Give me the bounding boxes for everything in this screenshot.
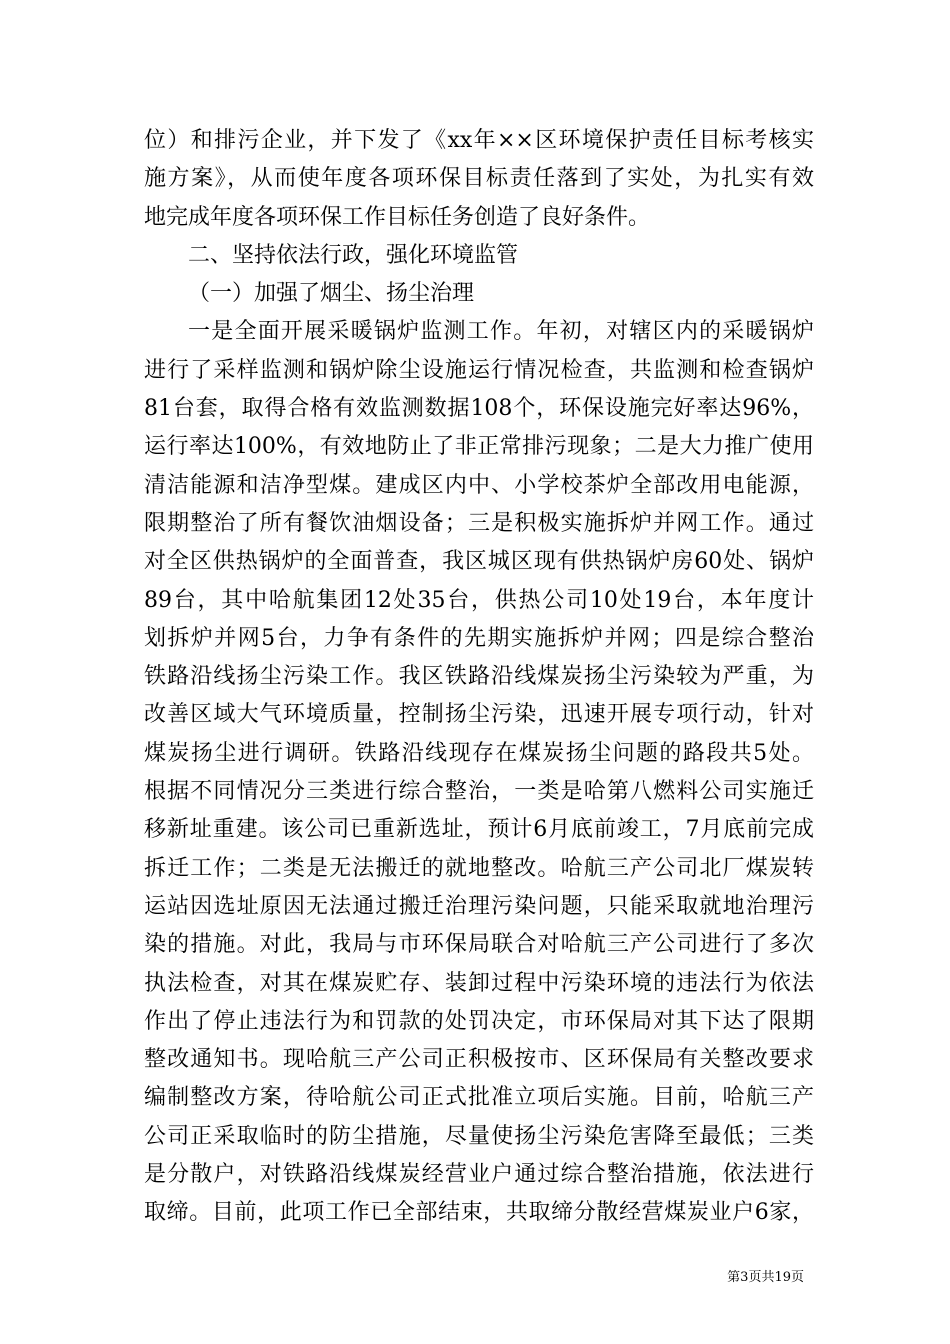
- page-footer: 第3页共19页: [727, 1270, 804, 1285]
- text-line: 运行率达100%，有效地防止了非正常排污现象；二是大力推广使用: [144, 434, 814, 460]
- text-line: 编制整改方案，待哈航公司正式批准立项后实施。目前，哈航三产: [144, 1085, 814, 1111]
- text-line: 根据不同情况分三类进行综合整治，一类是哈第八燃料公司实施迁: [144, 779, 814, 805]
- text-line: 是分散户，对铁路沿线煤炭经营业户通过综合整治措施，依法进行: [144, 1162, 814, 1188]
- text-line: 对全区供热锅炉的全面普查，我区城区现有供热锅炉房60处、锅炉: [144, 549, 814, 575]
- text-line: 整改通知书。现哈航三产公司正积极按市、区环保局有关整改要求: [144, 1047, 814, 1073]
- text-line: 地完成年度各项环保工作目标任务创造了良好条件。: [144, 204, 651, 230]
- text-line: 取缔。目前，此项工作已全部结束，共取缔分散经营煤炭业户6家，: [144, 1200, 814, 1226]
- text-line: 公司正采取临时的防尘措施，尽量使扬尘污染危害降至最低；三类: [144, 1123, 814, 1149]
- text-line: （一）加强了烟尘、扬尘治理: [188, 281, 475, 307]
- text-line: 二、坚持依法行政，强化环境监管: [188, 242, 519, 268]
- text-line: 拆迁工作；二类是无法搬迁的就地整改。哈航三产公司北厂煤炭转: [144, 855, 814, 881]
- text-line: 89台，其中哈航集团12处35台，供热公司10处19台，本年度计: [144, 587, 814, 613]
- text-line: 移新址重建。该公司已重新选址，预计6月底前竣工，7月底前完成: [144, 817, 814, 843]
- text-line: 划拆炉并网5台，力争有条件的先期实施拆炉并网；四是综合整治: [144, 625, 814, 651]
- text-line: 一是全面开展采暖锅炉监测工作。年初，对辖区内的采暖锅炉: [188, 319, 814, 345]
- text-line: 清洁能源和洁净型煤。建成区内中、小学校茶炉全部改用电能源，: [144, 472, 814, 498]
- text-line: 铁路沿线扬尘污染工作。我区铁路沿线煤炭扬尘污染较为严重，为: [144, 664, 814, 690]
- text-line: 改善区域大气环境质量，控制扬尘污染，迅速开展专项行动，针对: [144, 702, 814, 728]
- text-line: 限期整治了所有餐饮油烟设备；三是积极实施拆炉并网工作。通过: [144, 510, 814, 536]
- text-line: 运站因选址原因无法通过搬迁治理污染问题，只能采取就地治理污: [144, 893, 814, 919]
- text-line: 作出了停止违法行为和罚款的处罚决定，市环保局对其下达了限期: [144, 1008, 814, 1034]
- text-line: 81台套，取得合格有效监测数据108个，环保设施完好率达96%，: [144, 396, 814, 422]
- text-line: 施方案》，从而使年度各项环保目标责任落到了实处，为扎实有效: [144, 166, 814, 192]
- text-line: 煤炭扬尘进行调研。铁路沿线现存在煤炭扬尘问题的路段共5处。: [144, 740, 814, 766]
- document-body: [144, 122, 814, 1233]
- text-line: 染的措施。对此，我局与市环保局联合对哈航三产公司进行了多次: [144, 932, 814, 958]
- text-line: 进行了采样监测和锅炉除尘设施运行情况检查，共监测和检查锅炉: [144, 357, 814, 383]
- text-line: 执法检查，对其在煤炭贮存、装卸过程中污染环境的违法行为依法: [144, 970, 814, 996]
- text-line: 位）和排污企业，并下发了《xx年××区环境保护责任目标考核实: [144, 128, 814, 153]
